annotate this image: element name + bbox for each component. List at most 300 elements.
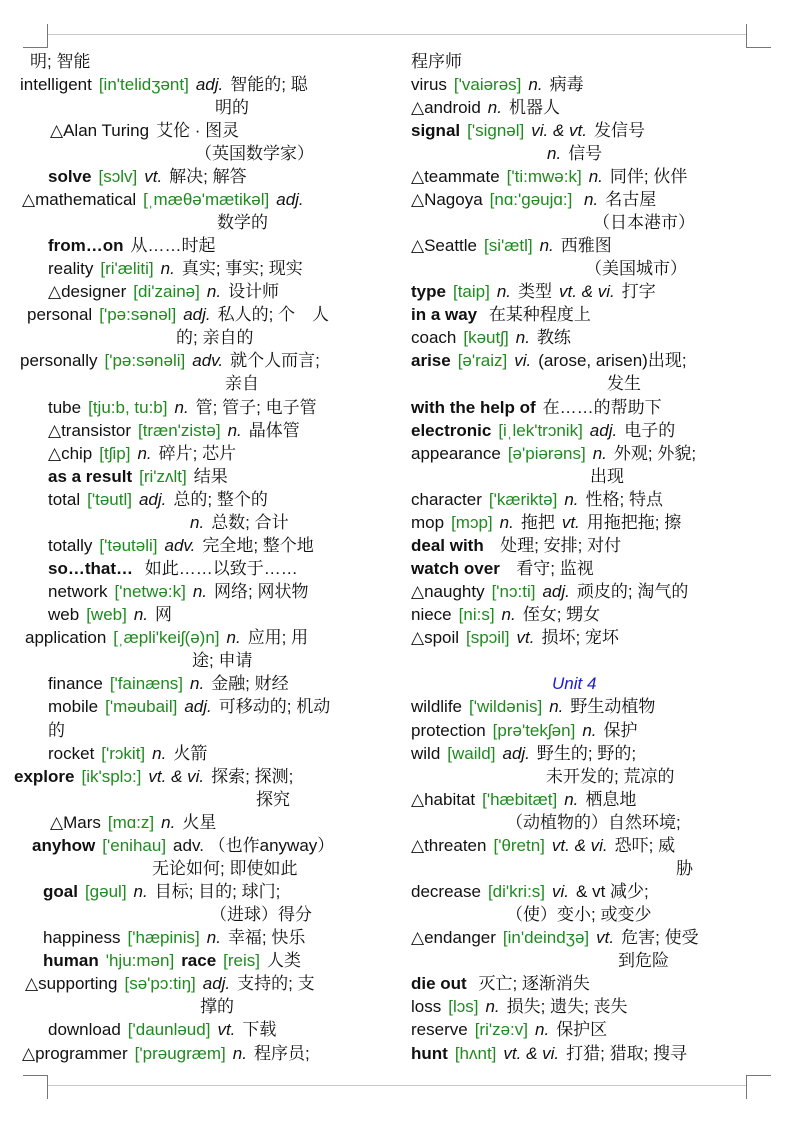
phonetic: ['məubail] — [105, 697, 178, 717]
definition: 恐吓; 威 — [614, 835, 676, 855]
definition: 总数; 合计 — [211, 512, 289, 532]
phonetic: [tʃip] — [99, 443, 131, 463]
definition: 侄女; 甥女 — [522, 605, 601, 625]
phonetic: ['θretn] — [493, 835, 545, 855]
definition: 发生 — [607, 374, 641, 394]
definition: 出现 — [590, 466, 624, 486]
entry-line — [411, 926, 699, 949]
phonetic: [in'telidʒənt] — [98, 74, 189, 94]
phonetic: [taip] — [452, 282, 490, 302]
phonetic: [ə'raiz] — [457, 351, 508, 371]
headword: character — [411, 489, 482, 509]
headword: as a result — [48, 466, 133, 486]
definition: 病毒 — [549, 74, 584, 94]
definition: 性格; 特点 — [585, 489, 663, 509]
entry-line — [411, 511, 681, 534]
phonetic: [spɔil] — [466, 628, 510, 648]
definition: 明; 智能 — [30, 51, 91, 71]
entry-line — [411, 165, 687, 188]
entry-line — [411, 580, 688, 603]
entry-line — [590, 465, 624, 488]
part-of-speech: adj. — [589, 420, 618, 440]
phonetic: [sɔlv] — [98, 166, 138, 186]
entry-line — [411, 557, 594, 580]
phonetic: ['rɔkit] — [101, 743, 146, 763]
part-of-speech: n. — [496, 282, 512, 302]
definition: 灭亡; 逐渐消失 — [473, 974, 590, 994]
part-of-speech: n. — [133, 882, 148, 902]
part-of-speech: n. — [226, 628, 241, 648]
phonetic: [waild] — [447, 743, 496, 763]
phonetic: ['enihau] — [102, 835, 167, 855]
definition: 碎片; 芯片 — [158, 443, 237, 463]
phonetic: ['hæpinis] — [127, 928, 200, 948]
definition: 完全地; 整个地 — [202, 535, 314, 555]
definition: 保护区 — [556, 1020, 608, 1040]
phonetic: [ri'æliti] — [100, 259, 154, 279]
headword: △naughty — [411, 582, 485, 602]
definition: 程序师 — [411, 51, 462, 71]
headword: △habitat — [411, 789, 476, 809]
definition: （进球）得分 — [210, 905, 312, 925]
part-of-speech: n. — [582, 720, 597, 740]
part-of-speech: n. — [160, 259, 175, 279]
part-of-speech: adj. — [183, 305, 211, 325]
headword: △chip — [48, 443, 93, 463]
phonetic: ['vaiərəs] — [453, 74, 522, 94]
part-of-speech: n. — [539, 236, 554, 256]
headword: virus — [411, 74, 447, 94]
entry-line — [411, 280, 656, 303]
phonetic: ['pə:sənəli] — [104, 351, 186, 371]
definition: 探究 — [256, 789, 290, 809]
definition: 晶体管 — [248, 420, 300, 440]
entry-line — [411, 880, 649, 903]
definition: （动植物的）自然环境; — [506, 812, 681, 832]
entry-line — [411, 972, 590, 995]
part-of-speech: adj. — [195, 74, 224, 94]
part-of-speech: n. — [161, 812, 176, 832]
headword: △threaten — [411, 835, 487, 855]
part-of-speech: adj. — [138, 489, 167, 509]
definition: 拖把 — [520, 512, 555, 532]
definition: 同伴; 伙伴 — [609, 166, 688, 186]
headword: intelligent — [20, 74, 92, 94]
entry-line — [546, 765, 674, 788]
headword: hunt — [411, 1043, 448, 1063]
phonetic: [prə'tekʃən] — [492, 720, 576, 740]
headword: appearance — [411, 443, 501, 463]
part-of-speech: n. — [535, 1020, 550, 1040]
headword: total — [48, 489, 81, 509]
definition: 目标; 目的; 球门; — [154, 882, 281, 902]
part-of-speech: n. — [485, 997, 500, 1017]
phonetic: [nɑ:'gəujɑ:] — [489, 189, 573, 209]
entry-line — [676, 857, 693, 880]
part-of-speech: vt. & vi. — [503, 1043, 560, 1063]
phonetic: [iˌlek'trɔnik] — [498, 420, 583, 440]
phonetic: [tju:b, tu:b] — [88, 397, 168, 417]
definition: 火星 — [182, 812, 217, 832]
headword: △Alan Turing — [50, 120, 150, 140]
entry-line — [411, 534, 621, 557]
definition: adv. （也作anyway） — [173, 835, 335, 855]
definition: 撑的 — [200, 997, 234, 1017]
entry-line — [411, 96, 560, 119]
headword: △designer — [48, 282, 127, 302]
part-of-speech: adv. — [192, 351, 224, 371]
phonetic: [ri'zə:v] — [474, 1020, 528, 1040]
definition: 智能的; 聪 — [230, 74, 308, 94]
definition: 管; 管子; 电子管 — [195, 397, 317, 417]
entry-line — [411, 488, 663, 511]
entry-line — [618, 949, 669, 972]
phonetic: ['təutl] — [87, 489, 132, 509]
headword: in a way — [411, 305, 478, 325]
part-of-speech: vt. — [144, 166, 163, 186]
phonetic: [hʌnt] — [454, 1043, 497, 1063]
phonetic: ['netwə:k] — [114, 582, 186, 602]
headword: reserve — [411, 1020, 468, 1040]
part-of-speech: n. — [515, 328, 530, 348]
part-of-speech: n. — [528, 74, 543, 94]
headword: happiness — [43, 928, 121, 948]
entry-line — [411, 719, 638, 742]
definition: 电子的 — [624, 420, 676, 440]
definition: 外观; 外貌; — [613, 443, 697, 463]
part-of-speech: vt. — [596, 928, 615, 948]
part-of-speech: n. — [499, 512, 514, 532]
phonetic: ['pə:sənəl] — [99, 305, 177, 325]
part-of-speech: n. — [232, 1043, 247, 1063]
definition: 处理; 安排; 对付 — [490, 535, 622, 555]
headword: mop — [411, 512, 445, 532]
part-of-speech: adv. — [164, 535, 196, 555]
definition: 真实; 事实; 现实 — [181, 259, 303, 279]
definition: 危害; 使受 — [621, 928, 699, 948]
entry-line — [593, 211, 695, 234]
definition: 亲自 — [225, 374, 259, 394]
definition: 的; 亲自的 — [176, 328, 254, 348]
part-of-speech: vi. — [552, 882, 570, 902]
headword: race — [181, 951, 217, 971]
headword: with the help of — [411, 397, 536, 417]
part-of-speech: n. — [190, 674, 205, 694]
phonetic: [kəutʃ] — [463, 328, 509, 348]
part-of-speech: vt. — [561, 512, 580, 532]
definition: 名古屋 — [605, 189, 657, 209]
phonetic: ['ti:mwə:k] — [506, 166, 582, 186]
phonetic: [di'zainə] — [133, 282, 200, 302]
definition: 用拖把拖; 擦 — [586, 512, 682, 532]
phonetic: ['signəl] — [467, 120, 525, 140]
definition: 解决; 解答 — [169, 166, 247, 186]
headword: arise — [411, 351, 451, 371]
entry-line — [552, 672, 596, 695]
definition: 金融; 财经 — [211, 674, 289, 694]
definition: 无论如何; 即使如此 — [152, 858, 298, 878]
definition: 探索; 探测; — [211, 766, 294, 786]
headword: niece — [411, 605, 452, 625]
part-of-speech: n. — [152, 743, 167, 763]
phonetic: [gəul] — [84, 882, 127, 902]
headword: goal — [43, 882, 78, 902]
definition: 下载 — [242, 1020, 277, 1040]
part-of-speech: n. — [549, 697, 564, 717]
definition: 野生动植物 — [570, 697, 656, 717]
headword: signal — [411, 120, 461, 140]
entry-line — [411, 303, 591, 326]
phonetic: 'hju:mən] — [105, 951, 175, 971]
definition: 机器人 — [508, 97, 560, 117]
definition: 野生的; 野的; — [536, 743, 637, 763]
entry-line — [585, 257, 687, 280]
headword: personal — [27, 305, 93, 325]
definition: 支持的; 支 — [237, 974, 315, 994]
phonetic: [si'ætl] — [484, 236, 533, 256]
headword: △Nagoya — [411, 189, 483, 209]
definition: 程序员; — [253, 1043, 310, 1063]
definition: (arose, arisen)出现; — [538, 351, 687, 371]
headword: tube — [48, 397, 82, 417]
headword: watch over — [411, 559, 500, 579]
part-of-speech: n. — [137, 443, 152, 463]
part-of-speech: n. — [192, 582, 207, 602]
part-of-speech: vt. & vi. — [559, 282, 615, 302]
definition: 栖息地 — [585, 789, 637, 809]
phonetic: [ˌmæθə'mætikəl] — [143, 189, 270, 209]
part-of-speech: vt. & vi. — [148, 766, 205, 786]
headword: wildlife — [411, 697, 463, 717]
headword: type — [411, 282, 446, 302]
part-of-speech: adj. — [184, 697, 212, 717]
definition: 到危险 — [618, 951, 669, 971]
headword: △android — [411, 97, 481, 117]
phonetic: ['kæriktə] — [488, 489, 558, 509]
definition: 火箭 — [173, 743, 208, 763]
headword: △mathematical — [22, 189, 137, 209]
headword: electronic — [411, 420, 492, 440]
headword: finance — [48, 674, 103, 694]
part-of-speech: vt. & vi. — [551, 835, 608, 855]
entry-line — [411, 73, 584, 96]
entry-line — [411, 349, 687, 372]
headword: △programmer — [22, 1043, 128, 1063]
headword: so…that… — [48, 559, 133, 579]
phonetic: [ə'piərəns] — [507, 443, 586, 463]
part-of-speech: vt. — [516, 628, 535, 648]
part-of-speech: n. — [579, 189, 599, 209]
headword: protection — [411, 720, 486, 740]
entry-line — [411, 603, 600, 626]
headword: totally — [48, 535, 93, 555]
entry-line — [506, 811, 681, 834]
definition: 途; 申请 — [192, 651, 253, 671]
phonetic: ['daunləud] — [127, 1020, 211, 1040]
headword: reality — [48, 259, 94, 279]
part-of-speech: n. — [174, 397, 189, 417]
definition: 打猎; 猎取; 搜寻 — [566, 1043, 688, 1063]
part-of-speech: adj. — [202, 974, 231, 994]
entry-line — [411, 234, 612, 257]
definition: 数学的 — [217, 212, 268, 232]
part-of-speech: n. — [592, 443, 607, 463]
phonetic: [reis] — [223, 951, 261, 971]
phonetic: [sə'pɔ:tiŋ] — [124, 974, 196, 994]
entry-line — [411, 695, 655, 718]
definition: 类型 — [518, 282, 553, 302]
phonetic: [web] — [86, 605, 127, 625]
headword: human — [43, 951, 99, 971]
entry-line — [411, 396, 662, 419]
part-of-speech: n. — [588, 166, 603, 186]
headword: anyhow — [32, 835, 96, 855]
headword: explore — [14, 766, 75, 786]
definition: 顽皮的; 淘气的 — [576, 582, 689, 602]
phonetic: ['prəugræm] — [134, 1043, 226, 1063]
headword: rocket — [48, 743, 95, 763]
headword: △Seattle — [411, 236, 477, 256]
definition: 网络; 网状物 — [214, 582, 309, 602]
definition: 如此……以致于…… — [140, 559, 298, 579]
phonetic: [ˌæpli'keiʃ(ə)n] — [113, 628, 220, 648]
entry-line — [411, 50, 462, 73]
headword: personally — [20, 351, 98, 371]
definition: （美国城市） — [585, 259, 687, 279]
definition: 保护 — [603, 720, 638, 740]
definition: 在某种程度上 — [484, 305, 591, 325]
headword: application — [25, 628, 107, 648]
headword: from…on — [48, 236, 124, 256]
part-of-speech: vi. — [514, 351, 532, 371]
definition: 损坏; 宠坏 — [541, 628, 619, 648]
definition: 西雅图 — [560, 236, 612, 256]
definition: 私人的; 个 人 — [217, 305, 330, 325]
headword: decrease — [411, 882, 481, 902]
definition: 发信号 — [593, 120, 645, 140]
definition: 教练 — [536, 328, 571, 348]
part-of-speech: n. — [133, 605, 149, 625]
headword: deal with — [411, 535, 484, 555]
phonetic: [mɑ:z] — [107, 812, 155, 832]
entry-line — [547, 142, 602, 165]
phonetic: ['fainæns] — [109, 674, 183, 694]
definition: 看守; 监视 — [506, 559, 594, 579]
headword: loss — [411, 997, 442, 1017]
headword: die out — [411, 974, 467, 994]
headword: wild — [411, 743, 441, 763]
entry-line — [411, 626, 619, 649]
phonetic: [lɔs] — [448, 997, 479, 1017]
definition: 未开发的; 荒凉的 — [546, 766, 675, 786]
part-of-speech: adj. — [502, 743, 530, 763]
part-of-speech: adj. — [542, 582, 570, 602]
definition: 信号 — [568, 143, 603, 163]
definition: 的 — [48, 720, 65, 740]
unit-heading: Unit 4 — [552, 674, 597, 694]
headword: △endanger — [411, 928, 496, 948]
phonetic: [ni:s] — [458, 605, 495, 625]
definition: 从……时起 — [130, 236, 216, 256]
entry-line — [411, 834, 675, 857]
headword: coach — [411, 328, 457, 348]
entry-line — [411, 419, 675, 442]
entry-line — [411, 188, 656, 211]
entry-line — [411, 742, 636, 765]
part-of-speech: n. — [227, 420, 242, 440]
definition: 总的; 整个的 — [173, 489, 268, 509]
definition: 损失; 遗失; 丧失 — [506, 997, 628, 1017]
phonetic: [mɔp] — [451, 512, 493, 532]
part-of-speech: n. — [564, 489, 579, 509]
entry-line — [411, 1018, 607, 1041]
definition: 打字 — [621, 282, 656, 302]
definition: 就个人而言; — [230, 351, 320, 371]
part-of-speech: n. — [206, 928, 221, 948]
entry-line — [411, 1042, 687, 1065]
entry-line — [411, 442, 696, 465]
entry-line — [411, 788, 636, 811]
entry-line — [607, 372, 641, 395]
definition: 设计师 — [228, 282, 280, 302]
headword: △teammate — [411, 166, 500, 186]
definition: 可移动的; 机动 — [218, 697, 331, 717]
phonetic: [ik'splɔ:] — [81, 766, 142, 786]
part-of-speech: n. — [501, 605, 516, 625]
part-of-speech: adj. — [276, 189, 304, 209]
part-of-speech: vt. — [217, 1020, 236, 1040]
phonetic: ['təutəli] — [99, 535, 158, 555]
definition: 人类 — [267, 951, 302, 971]
headword: mobile — [48, 697, 99, 717]
phonetic: [træn'zistə] — [137, 420, 221, 440]
phonetic: [in'deindʒə] — [502, 928, 590, 948]
definition: （日本港市） — [593, 212, 695, 232]
definition: 明的 — [215, 97, 249, 117]
entry-line — [411, 326, 571, 349]
headword: △transistor — [48, 420, 131, 440]
phonetic: [ri'zʌlt] — [139, 466, 187, 486]
headword: △supporting — [25, 974, 118, 994]
part-of-speech: n. — [206, 282, 222, 302]
headword: download — [48, 1020, 121, 1040]
definition: （英国数学家） — [195, 143, 314, 163]
definition: 艾伦 · 图灵 — [156, 120, 240, 140]
entry-line — [411, 119, 645, 142]
part-of-speech: n. — [190, 512, 205, 532]
phonetic: ['nɔ:ti] — [491, 582, 536, 602]
definition: 幸福; 快乐 — [227, 928, 306, 948]
part-of-speech: n. — [487, 97, 502, 117]
phonetic: ['hæbitæt] — [482, 789, 558, 809]
entry-line — [411, 995, 628, 1018]
headword: network — [48, 582, 108, 602]
definition: 在……的帮助下 — [542, 397, 662, 417]
headword: △Mars — [50, 812, 101, 832]
part-of-speech: n. — [547, 143, 562, 163]
definition: 网 — [155, 605, 173, 625]
phonetic: ['wildənis] — [469, 697, 543, 717]
part-of-speech: n. — [564, 789, 579, 809]
definition: 胁 — [676, 858, 693, 878]
part-of-speech: vi. & vt. — [531, 120, 587, 140]
definition: 结果 — [193, 466, 228, 486]
definition: 应用; 用 — [247, 628, 309, 648]
definition: & vt 减少; — [576, 882, 649, 902]
entry-line — [506, 903, 651, 926]
headword: △spoil — [411, 628, 460, 648]
phonetic: [di'kri:s] — [487, 882, 546, 902]
